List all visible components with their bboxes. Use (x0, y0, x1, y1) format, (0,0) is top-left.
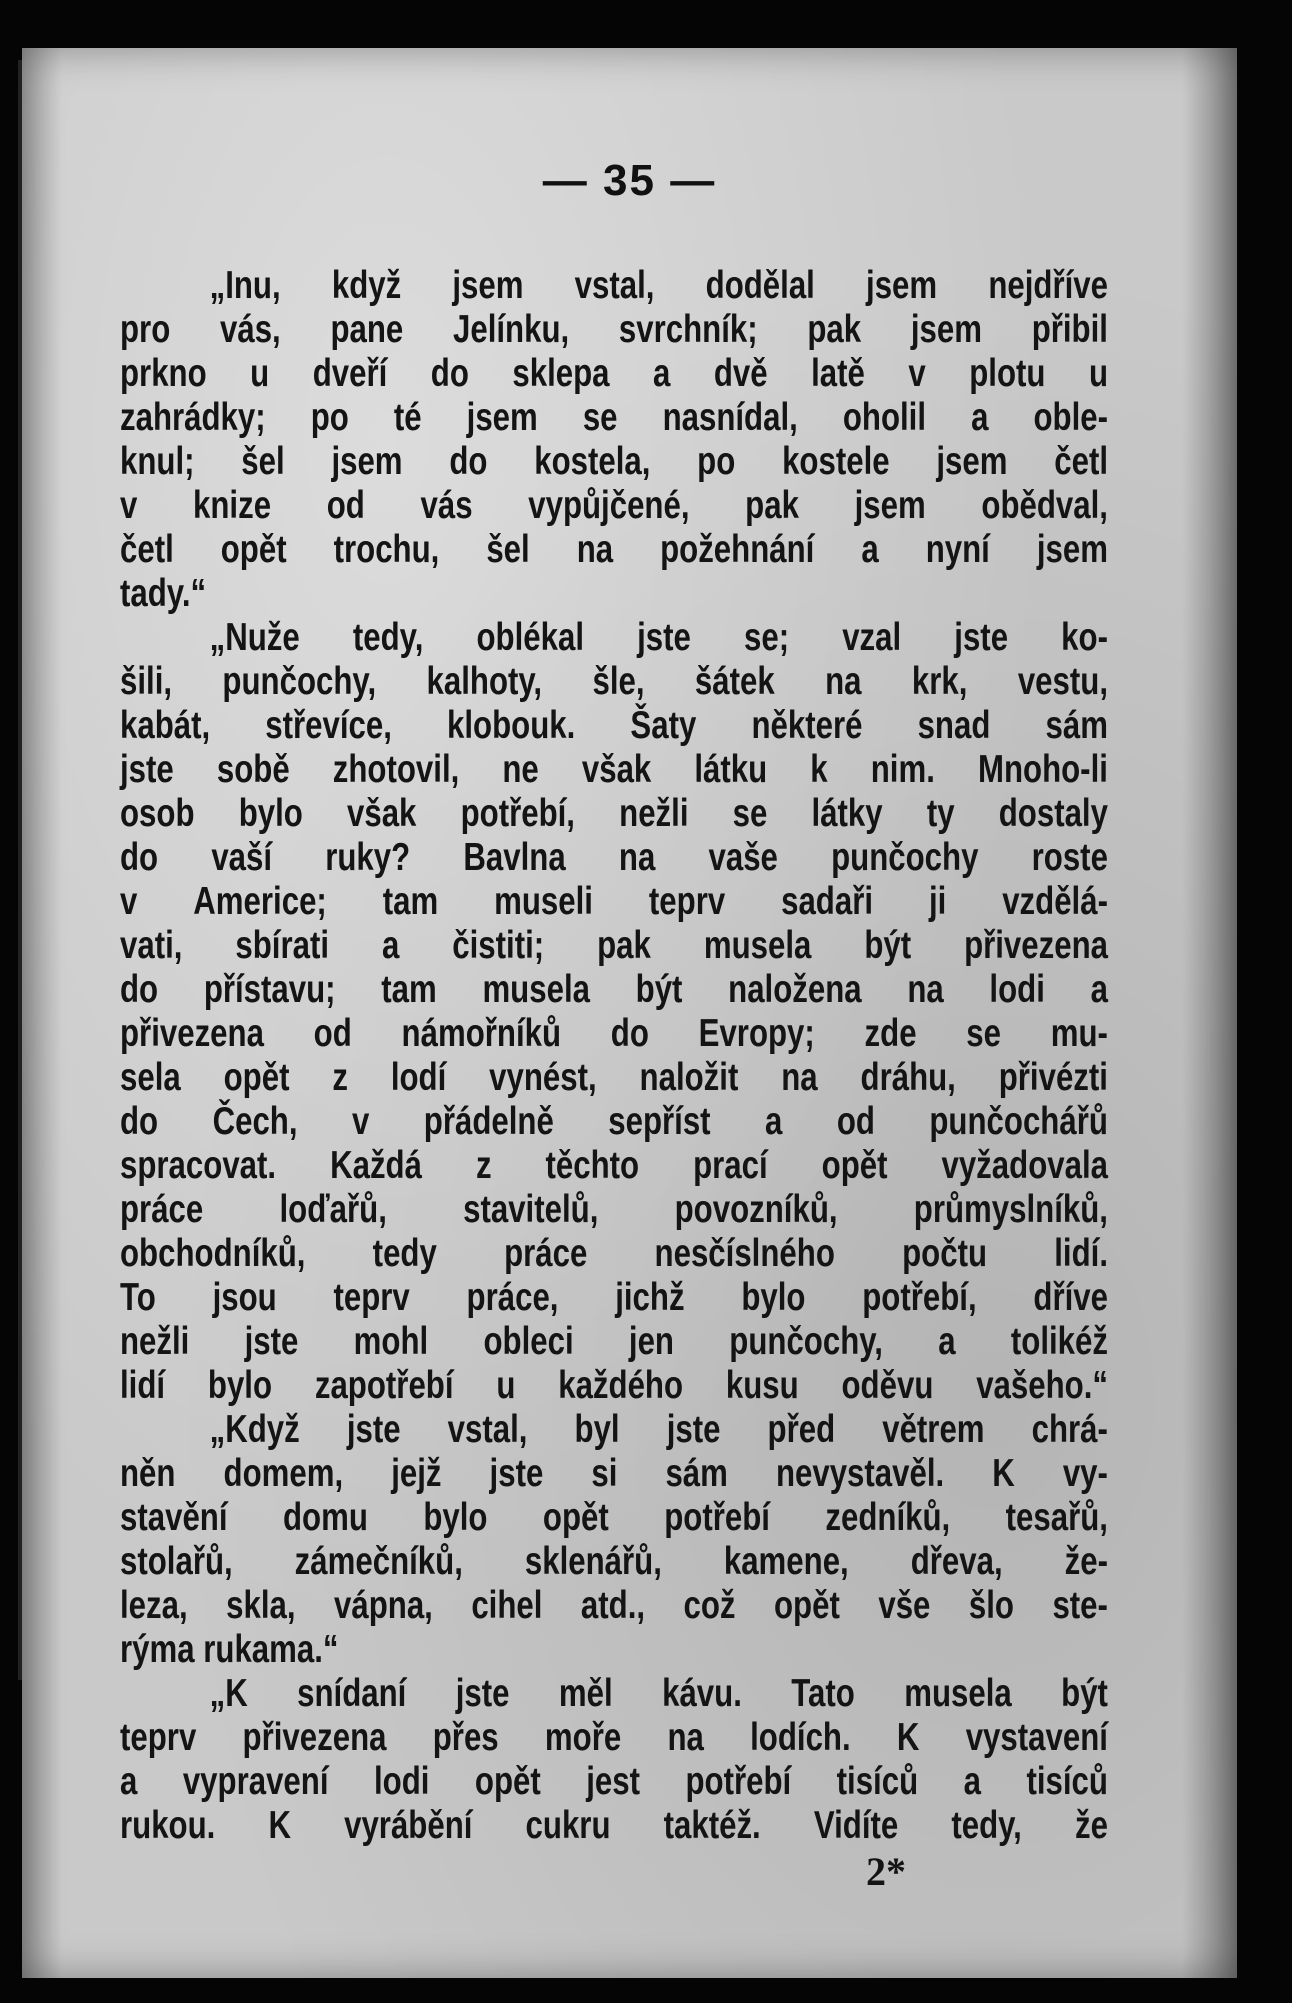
text-line: sela opět z lodí vynést, naložit na dráhu, přivézti (120, 1056, 1108, 1099)
text-line: přivezena od námořníků do Evropy; zde se mu- (120, 1012, 1108, 1055)
text-line: něn domem, jejž jste si sám nevystavěl. K vy- (120, 1452, 1108, 1495)
text-line: rukou. K vyrábění cukru taktéž. Vidíte tedy, že (120, 1804, 1108, 1847)
page-number: — 35 — (542, 156, 717, 205)
text-line: stolařů, zámečníků, sklenářů, kamene, dřeva, že- (120, 1540, 1108, 1583)
text-line: stavění domu bylo opět potřebí zedníků, tesařů, (120, 1496, 1108, 1539)
text-line: „Když jste vstal, byl jste před větrem chrá- (209, 1408, 1108, 1451)
text-line: pro vás, pane Jelínku, svrchník; pak jsem přibil (120, 308, 1108, 351)
text-line: prkno u dveří do sklepa a dvě latě v plotu u (120, 352, 1108, 395)
text-line: kabát, střevíce, klobouk. Šaty některé snad sám (120, 704, 1108, 747)
text-line: To jsou teprv práce, jichž bylo potřebí, dříve (120, 1276, 1108, 1319)
text-line: a vypravení lodi opět jest potřebí tisíců a tisíců (120, 1760, 1108, 1803)
text-line: četl opět trochu, šel na požehnání a nyní jsem (120, 528, 1108, 571)
text-line: lidí bylo zapotřebí u každého kusu oděvu vašeho.“ (120, 1364, 1108, 1407)
text-line: „Nuže tedy, oblékal jste se; vzal jste ko- (209, 616, 1108, 659)
text-line: „K snídaní jste měl kávu. Tato musela být (209, 1672, 1108, 1715)
body-text (120, 264, 1108, 1848)
text-line: knul; šel jsem do kostela, po kostele jsem četl (120, 440, 1108, 483)
text-line: tady.“ (120, 572, 207, 615)
signature-mark: 2* (866, 1849, 906, 1894)
text-line: v Americe; tam museli teprv sadaři ji vzdělá- (120, 880, 1108, 923)
text-line: do Čech, v přádelně sepříst a od punčochářů (120, 1100, 1108, 1143)
text-line: nežli jste mohl obleci jen punčochy, a tolikéž (120, 1320, 1108, 1363)
text-line: obchodníků, tedy práce nesčíslného počtu lidí. (120, 1232, 1108, 1275)
text-line: vati, sbírati a čistiti; pak musela být přivezena (120, 924, 1108, 967)
text-line: práce loďařů, stavitelů, povozníků, průmyslníků, (120, 1188, 1108, 1231)
text-line: šili, punčochy, kalhoty, šle, šátek na krk, vestu, (120, 660, 1108, 703)
text-line: rýma rukama.“ (120, 1628, 339, 1671)
text-line: osob bylo však potřebí, nežli se látky ty dostaly (120, 792, 1108, 835)
book-page (22, 48, 1237, 1978)
text-line: do vaší ruky? Bavlna na vaše punčochy roste (120, 836, 1108, 879)
text-line: spracovat. Každá z těchto prací opět vyžadovala (120, 1144, 1108, 1187)
text-line: teprv přivezena přes moře na lodích. K vystavení (120, 1716, 1108, 1759)
text-line: „Inu, když jsem vstal, dodělal jsem nejdříve (209, 264, 1108, 307)
text-line: zahrádky; po té jsem se nasnídal, oholil a oble- (120, 396, 1108, 439)
text-line: jste sobě zhotovil, ne však látku k nim. Mnoho-li (120, 748, 1108, 791)
text-line: do přístavu; tam musela být naložena na lodi a (120, 968, 1108, 1011)
text-line: v knize od vás vypůjčené, pak jsem obědval, (120, 484, 1108, 527)
text-line: leza, skla, vápna, cihel atd., což opět vše šlo ste- (120, 1584, 1108, 1627)
